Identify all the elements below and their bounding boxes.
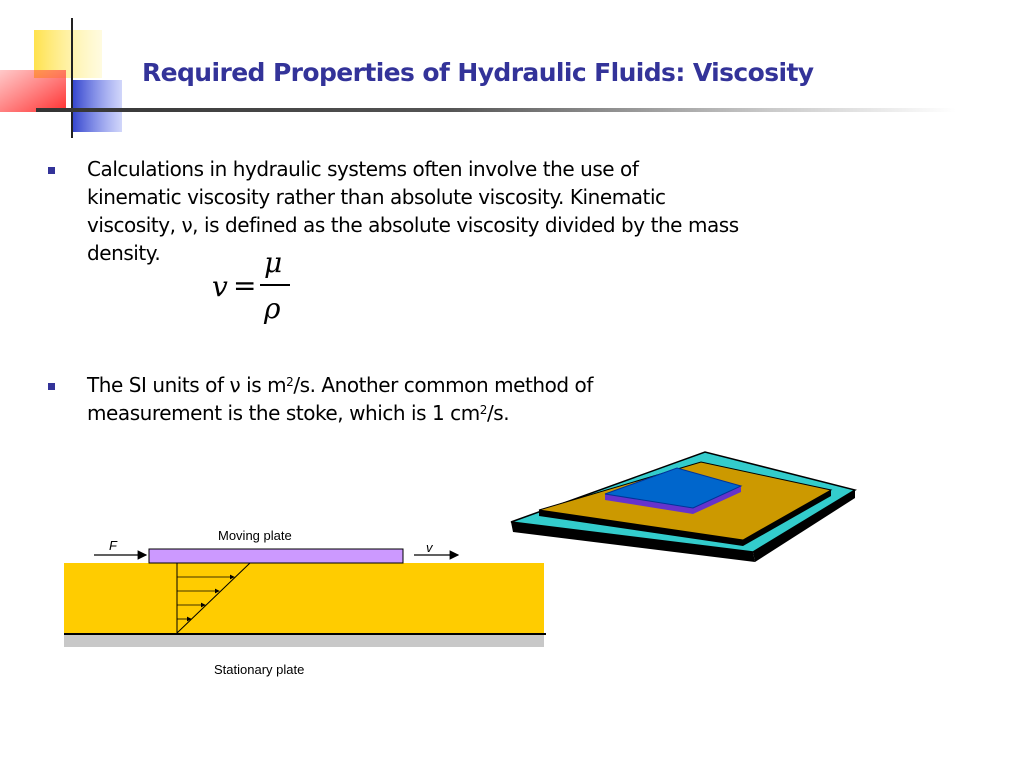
bullet-line: Calculations in hydraulic systems often involve the use of — [87, 157, 639, 181]
force-label: F — [109, 538, 117, 553]
bullet-text-1 — [87, 155, 739, 267]
fraction-bar — [260, 284, 290, 286]
velocity-profile-diagram — [60, 538, 560, 658]
bullet-line: viscosity, ν, is defined as the absolute viscosity divided by the mass — [87, 213, 739, 237]
formula-numerator: μ — [264, 246, 283, 279]
bullet-text-2 — [87, 371, 593, 427]
title-underline — [36, 108, 956, 112]
slide-title: Required Properties of Hydraulic Fluids: Viscosity — [142, 58, 814, 87]
stationary-plate-shadow — [64, 635, 544, 647]
moving-plate-label: Moving plate — [218, 528, 292, 543]
bullet-line: density. — [87, 241, 161, 265]
formula-equals: = — [233, 269, 257, 302]
bullet-marker — [48, 167, 55, 174]
moving-plate — [149, 549, 403, 563]
velocity-label: v — [426, 540, 433, 555]
bullet-line: measurement is the stoke, which is 1 $cm^2/s$. — [87, 401, 510, 425]
kinematic-viscosity-formula — [200, 246, 310, 335]
bullet-line: The SI units of ν is $m^2/s$. Another common method of — [87, 373, 593, 397]
bullet-line: kinematic viscosity rather than absolute viscosity. Kinematic — [87, 185, 666, 209]
formula-denominator: ρ — [264, 292, 281, 325]
bullet-marker — [48, 383, 55, 390]
stationary-plate-label: Stationary plate — [214, 662, 305, 677]
formula-lhs: v — [212, 270, 228, 303]
header-ornament — [0, 0, 140, 140]
fluid-region — [64, 563, 544, 635]
